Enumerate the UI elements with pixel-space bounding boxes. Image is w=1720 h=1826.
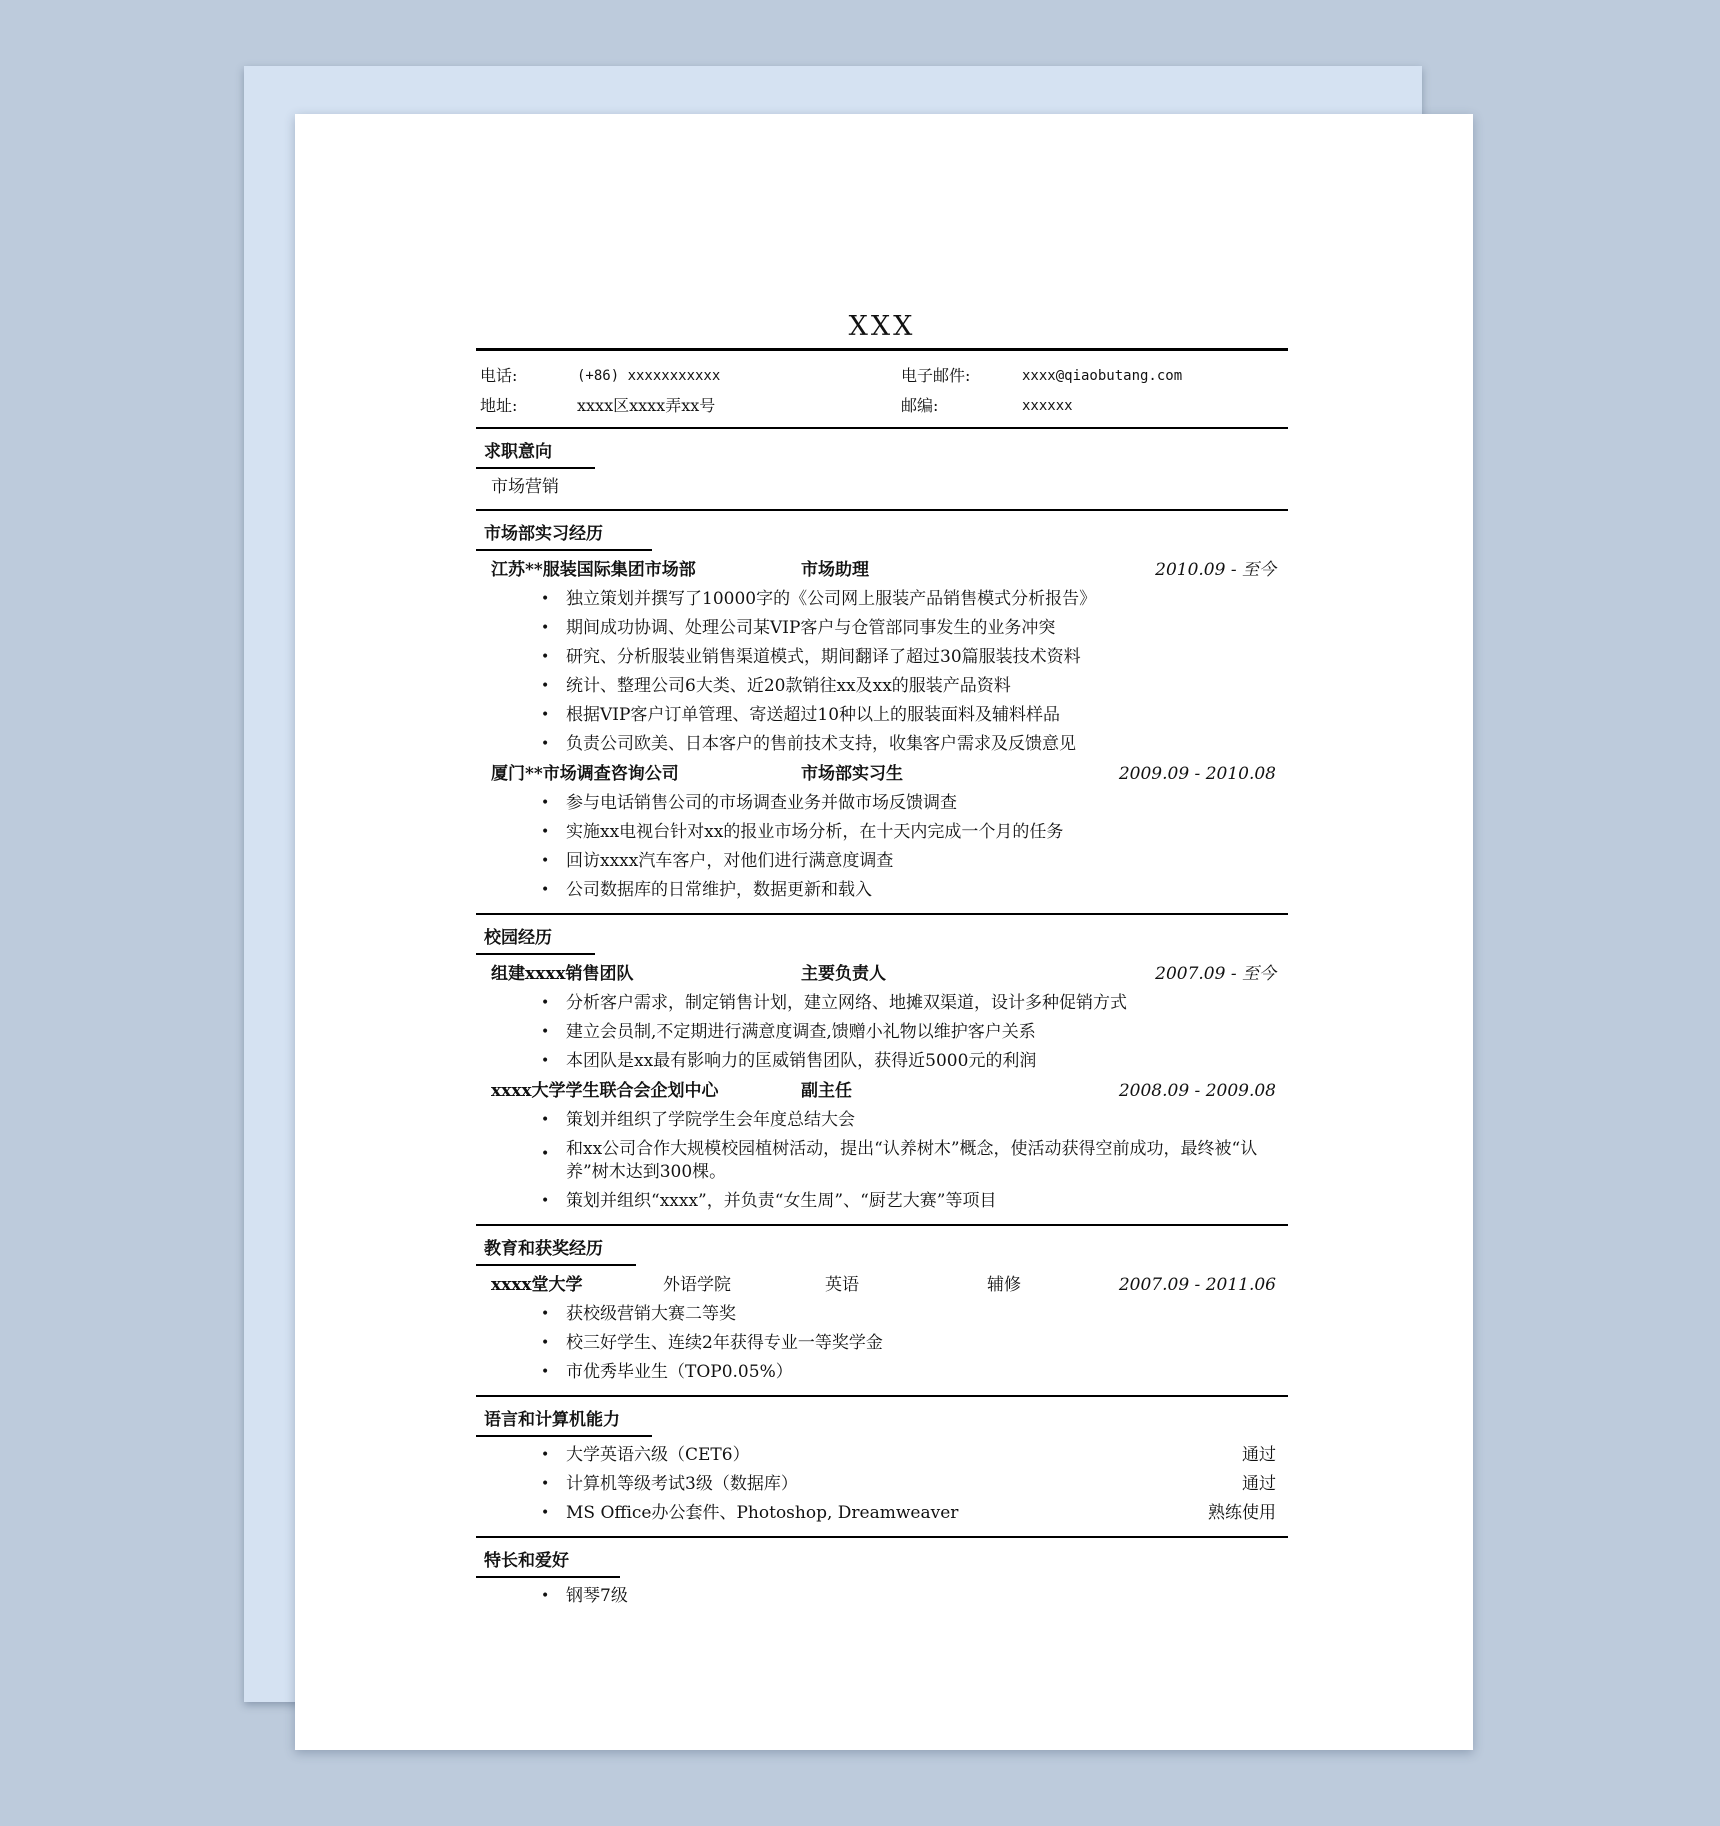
phone-label: 电话: — [480, 366, 518, 385]
skill-name: • MS Office办公套件、Photoshop, Dreamweaver — [566, 1503, 959, 1523]
contact-row-1 — [480, 361, 1284, 391]
internship-section — [476, 509, 1288, 913]
campus-entry-1-bullets — [476, 989, 1288, 1076]
campus-entry-2-bullets — [476, 1106, 1288, 1216]
address-value: xxxx区xxxx弄xx号 — [577, 396, 716, 415]
internship-entry-1-bullets — [476, 585, 1288, 759]
entry-org: 组建xxxx销售团队 — [491, 964, 634, 984]
list-item: • 本团队是xx最有影响力的匡威销售团队，获得近5000元的利润 — [476, 1047, 1288, 1076]
list-item: • 钢琴7级 — [476, 1582, 1288, 1611]
campus-title: 校园经历 — [476, 915, 595, 955]
entry-date: 2008.09 - 2009.08 — [1118, 1081, 1276, 1101]
skill-level: 通过 — [1242, 1445, 1276, 1465]
skill-item — [476, 1441, 1288, 1470]
skill-level: 通过 — [1242, 1474, 1276, 1494]
list-item: • 独立策划并撰写了10000字的《公司网上服装产品销售模式分析报告》 — [476, 585, 1288, 614]
list-item: • 策划并组织“xxxx”，并负责“女生周”、“厨艺大赛”等项目 — [476, 1187, 1288, 1216]
entry-date: 2010.09 - 至今 — [1155, 560, 1276, 580]
entry-role: 市场助理 — [801, 560, 869, 580]
list-item: • 和xx公司合作大规模校园植树活动，提出“认养树木”概念，使活动获得空前成功，最终被“认养”树木达到300棵。 — [476, 1135, 1288, 1187]
resume-document — [476, 300, 1288, 1619]
hobbies-title: 特长和爱好 — [476, 1538, 620, 1578]
address-label: 地址: — [480, 396, 518, 415]
education-bullets — [476, 1300, 1288, 1387]
entry-org: xxxx大学学生联合会企划中心 — [491, 1081, 719, 1101]
education-title: 教育和获奖经历 — [476, 1226, 636, 1266]
education-date: 2007.09 - 2011.06 — [1118, 1275, 1276, 1295]
internship-entry-2-header — [476, 759, 1288, 789]
internship-entry-2-bullets — [476, 789, 1288, 905]
list-item: • 统计、整理公司6大类、近20款销往xx及xx的服装产品资料 — [476, 672, 1288, 701]
list-item: • 期间成功协调、处理公司某VIP客户与仓管部同事发生的业务冲突 — [476, 614, 1288, 643]
zip-value: xxxxxx — [1022, 398, 1073, 414]
zip-label: 邮编: — [901, 396, 939, 415]
skill-name: • 大学英语六级（CET6） — [566, 1445, 750, 1465]
skills-list — [476, 1441, 1288, 1528]
education-minor: 辅修 — [987, 1275, 1021, 1295]
phone-value: (+86) xxxxxxxxxxx — [577, 368, 721, 384]
entry-date: 2009.09 - 2010.08 — [1118, 764, 1276, 784]
list-item: • 分析客户需求，制定销售计划，建立网络、地摊双渠道，设计多种促销方式 — [476, 989, 1288, 1018]
skill-level: 熟练使用 — [1208, 1503, 1276, 1523]
skill-item — [476, 1470, 1288, 1499]
entry-org: 江苏**服装国际集团市场部 — [491, 560, 696, 580]
objective-title: 求职意向 — [476, 429, 595, 469]
list-item: • 市优秀毕业生（TOP0.05%） — [476, 1358, 1288, 1387]
contact-block — [476, 351, 1288, 427]
list-item: • 回访xxxx汽车客户，对他们进行满意度调查 — [476, 847, 1288, 876]
education-school: xxxx堂大学 — [491, 1275, 583, 1295]
objective-section — [476, 427, 1288, 509]
list-item: • 根据VIP客户订单管理、寄送超过10种以上的服装面料及辅料样品 — [476, 701, 1288, 730]
list-item: • 负责公司欧美、日本客户的售前技术支持，收集客户需求及反馈意见 — [476, 730, 1288, 759]
campus-entry-1-header — [476, 959, 1288, 989]
internship-title: 市场部实习经历 — [476, 511, 652, 551]
list-item: • 研究、分析服装业销售渠道模式，期间翻译了超过30篇服装技术资料 — [476, 643, 1288, 672]
campus-entry-2-header — [476, 1076, 1288, 1106]
internship-entry-1-header — [476, 555, 1288, 585]
education-header — [476, 1270, 1288, 1300]
entry-role: 市场部实习生 — [801, 764, 903, 784]
skills-title: 语言和计算机能力 — [476, 1397, 652, 1437]
education-college: 外语学院 — [663, 1275, 731, 1295]
entry-date: 2007.09 - 至今 — [1155, 964, 1276, 984]
list-item: • 建立会员制,不定期进行满意度调查,馈赠小礼物以维护客户关系 — [476, 1018, 1288, 1047]
skill-item — [476, 1499, 1288, 1528]
list-item: • 策划并组织了学院学生会年度总结大会 — [476, 1106, 1288, 1135]
contact-row-2 — [480, 391, 1284, 421]
hobbies-list — [476, 1582, 1288, 1611]
education-section — [476, 1224, 1288, 1395]
list-item: • 获校级营销大赛二等奖 — [476, 1300, 1288, 1329]
list-item: • 公司数据库的日常维护，数据更新和载入 — [476, 876, 1288, 905]
email-label: 电子邮件: — [901, 366, 971, 385]
hobbies-section — [476, 1536, 1288, 1619]
list-item: • 参与电话销售公司的市场调查业务并做市场反馈调查 — [476, 789, 1288, 818]
education-major: 英语 — [825, 1275, 859, 1295]
objective-value: 市场营销 — [491, 477, 559, 497]
entry-role: 主要负责人 — [801, 964, 886, 984]
email-value: xxxx@qiaobutang.com — [1022, 368, 1183, 384]
candidate-name: XXX — [848, 311, 916, 342]
entry-role: 副主任 — [801, 1081, 852, 1101]
list-item: • 校三好学生、连续2年获得专业一等奖学金 — [476, 1329, 1288, 1358]
skills-section — [476, 1395, 1288, 1536]
campus-section — [476, 913, 1288, 1224]
skill-name: • 计算机等级考试3级（数据库） — [566, 1474, 798, 1494]
list-item: • 实施xx电视台针对xx的报业市场分析，在十天内完成一个月的任务 — [476, 818, 1288, 847]
entry-org: 厦门**市场调查咨询公司 — [491, 764, 679, 784]
